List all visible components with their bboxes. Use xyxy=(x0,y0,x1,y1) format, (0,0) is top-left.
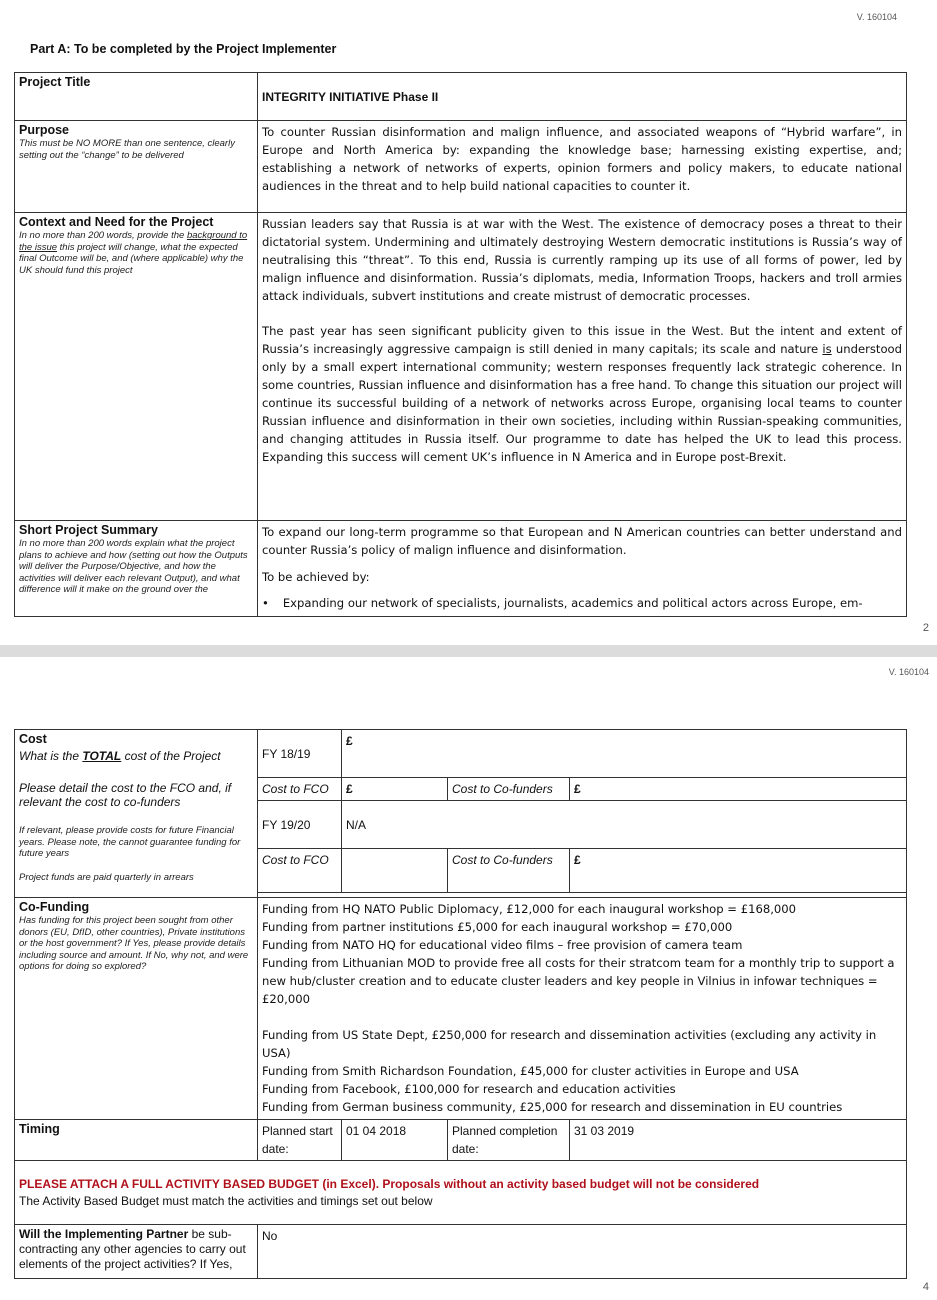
document-page-2 xyxy=(0,0,937,645)
summary-line-1: To expand our long-term programme so that European and N American countries can better understand and counter Russia’s policy of malign influence and disinformation. xyxy=(262,525,902,557)
budget-notice: PLEASE ATTACH A FULL ACTIVITY BASED BUDGET (in Excel). Proposals without an activity based budget will not be considered xyxy=(19,1177,760,1191)
project-title-value: INTEGRITY INITIATIVE Phase II xyxy=(262,89,439,104)
cofunding-line: Funding from NATO HQ for educational video films – free provision of camera team xyxy=(262,938,743,952)
page-separator xyxy=(0,645,937,657)
page-number: 2 xyxy=(922,622,929,634)
part-a-heading: Part A: To be completed by the Project Implementer xyxy=(30,42,337,56)
cost-quarterly-note: Project funds are paid quarterly in arrears xyxy=(19,871,194,883)
page-number: 4 xyxy=(922,1281,929,1293)
version-label: V. 160104 xyxy=(888,667,929,677)
cofunding-list-a xyxy=(262,900,902,1008)
summary-bullet: • Expanding our network of specialists, journalists, academics and political actors across Europe, em- xyxy=(262,596,863,610)
cost-total-question: What is the TOTAL cost of the Project xyxy=(19,749,221,763)
subcontracting-question: Will the Implementing Partner be sub-contracting any other agencies to carry out elements of the project activities? If Yes, xyxy=(19,1227,246,1271)
cost-to-fco-label: Cost to FCO xyxy=(262,782,329,796)
cofunding-line: Funding from US State Dept, £250,000 for research and dissemination activities (excluding any activity in USA) xyxy=(262,1028,877,1060)
planned-start-label: Planned start date: xyxy=(262,1124,333,1156)
cost-table xyxy=(14,729,907,1279)
fy-19-20: FY 19/20 xyxy=(262,817,311,832)
summary-line-2: To be achieved by: xyxy=(262,570,370,584)
cost-future-note: If relevant, please provide costs for future Financial years. Please note, the cannot guarantee funding for future years xyxy=(19,825,241,860)
cofunding-line: Funding from Lithuanian MOD to provide free all costs for their stratcom team for a monthly trip to support a new hub/cluster creation and to educate cluster leaders and key people in Vilnius in infowar techniques = £20,000 xyxy=(262,956,895,1006)
row-timing xyxy=(15,1120,907,1161)
row-subcontracting xyxy=(15,1225,907,1279)
cofunding-list-b xyxy=(262,1026,902,1116)
planned-completion-value: 31 03 2019 xyxy=(574,1124,635,1138)
purpose-text: To counter Russian disinformation and malign influence, and associated weapons of “Hybrid warfare”, in Europe and North America by: expanding the knowledge base; harnessing existing expertise, and; establishing a network of networks of experts, opinion formers and policy makers, to educate national audiences in the threat and to help build national capacities to counter it. xyxy=(262,125,902,193)
row-summary xyxy=(15,521,907,617)
row-purpose xyxy=(15,121,907,213)
summary-instructions: In no more than 200 words explain what the project plans to achieve and how (setting out how the Outputs will deliver the Purpose/Objective, and how the activities will deliver each relevant Output), and what difference will it make on the ground over the xyxy=(19,538,248,596)
row-cofunding xyxy=(15,898,907,1120)
context-paragraph-2: The past year has seen significant publicity given to this issue in the West. But the intent and extent of Russia’s increasingly aggressive campaign is still denied in many capitals; its scale and nature is understood only by a small expert international community; western responses frequently lack strategic coherence. In some countries, Russian influence and disinformation has a free hand. To change this situation our project will continue its successful building of a network of networks across Europe, organising local teams to counter Russian influence and disinformation in their own societies, including within Russian-speaking communities, and changing attitudes in Russia itself. Our programme to date has helped the UK to lead this process. Expanding this success will cement UK’s influence in N America and in Europe post-Brexit. xyxy=(262,324,902,464)
cofunding-instructions: Has funding for this project been sought from other donors (EU, DfID, other countries), Private institutions or the host government? If Yes, please provide details including source and amount. If No, why not, and were options for doing so explored? xyxy=(19,915,249,973)
cofunding-line: Funding from Facebook, £100,000 for research and education activities xyxy=(262,1082,676,1096)
cost-to-cofunders-label: Cost to Co-funders xyxy=(452,782,553,796)
purpose-instructions: This must be NO MORE than one sentence, clearly setting out the “change” to be delivered xyxy=(19,138,235,161)
subcontracting-answer: No xyxy=(262,1229,278,1243)
cofunding-line: Funding from Smith Richardson Foundation, £45,000 for cluster activities in Europe and USA xyxy=(262,1064,799,1078)
cost-to-fco-label-2: Cost to FCO xyxy=(262,853,329,867)
planned-start-value: 01 04 2018 xyxy=(346,1124,407,1138)
context-paragraph-1: Russian leaders say that Russia is at war with the West. The existence of democracy poses a threat to their dictatorial system. Undermining and ultimately destroying Western democratic institutions is Russia’s way of neutralising this “threat”. To this end, Russia is currently ramping up its use of all forms of power, led by malign influence and disinformation. Russia’s diplomats, media, Information Troops, hackers and troll armies attack individuals, subvert institutions and create mistrust of democratic processes. xyxy=(262,217,902,303)
label-cofunding: Co-Funding xyxy=(19,900,90,914)
budget-note: The Activity Based Budget must match the activities and timings set out below xyxy=(19,1194,433,1208)
context-instructions: In no more than 200 words, provide the background to the issue this project will change, what the expected final Outcome will be, and (where applicable) why the UK should fund this project xyxy=(19,230,248,276)
cost-to-cofunders-value: £ xyxy=(574,782,581,796)
planned-completion-label: Planned completion date: xyxy=(452,1124,558,1156)
cost-to-cofunders-value-2: £ xyxy=(574,853,581,867)
cofunding-line: Funding from German business community, £25,000 for research and dissemination in EU countries xyxy=(262,1100,843,1114)
row-budget-notice xyxy=(15,1161,907,1225)
fy-18-19: FY 18/19 xyxy=(262,746,311,761)
label-project-title: Project Title xyxy=(19,75,91,89)
label-context: Context and Need for the Project xyxy=(19,215,214,229)
cofunding-line: Funding from HQ NATO Public Diplomacy, £12,000 for each inaugural workshop = £168,000 xyxy=(262,902,797,916)
cost-detail-question: Please detail the cost to the FCO and, if relevant the cost to co-funders xyxy=(19,781,232,809)
cofunding-line: Funding from partner institutions £5,000 for each inaugural workshop = £70,000 xyxy=(262,920,733,934)
label-cost: Cost xyxy=(19,732,47,746)
fy-19-20-value: N/A xyxy=(346,817,367,832)
project-table xyxy=(14,72,907,617)
fy-18-19-value: £ xyxy=(346,734,353,748)
label-timing: Timing xyxy=(19,1122,60,1136)
bullet-icon: • xyxy=(262,596,269,610)
label-purpose: Purpose xyxy=(19,123,70,137)
version-label: V. 160104 xyxy=(856,12,897,22)
label-summary: Short Project Summary xyxy=(19,523,158,537)
row-context xyxy=(15,213,907,521)
row-project-title xyxy=(15,73,907,121)
cost-to-cofunders-label-2: Cost to Co-funders xyxy=(452,853,553,867)
cost-to-fco-value: £ xyxy=(346,782,353,796)
document-page-4 xyxy=(0,657,937,1300)
